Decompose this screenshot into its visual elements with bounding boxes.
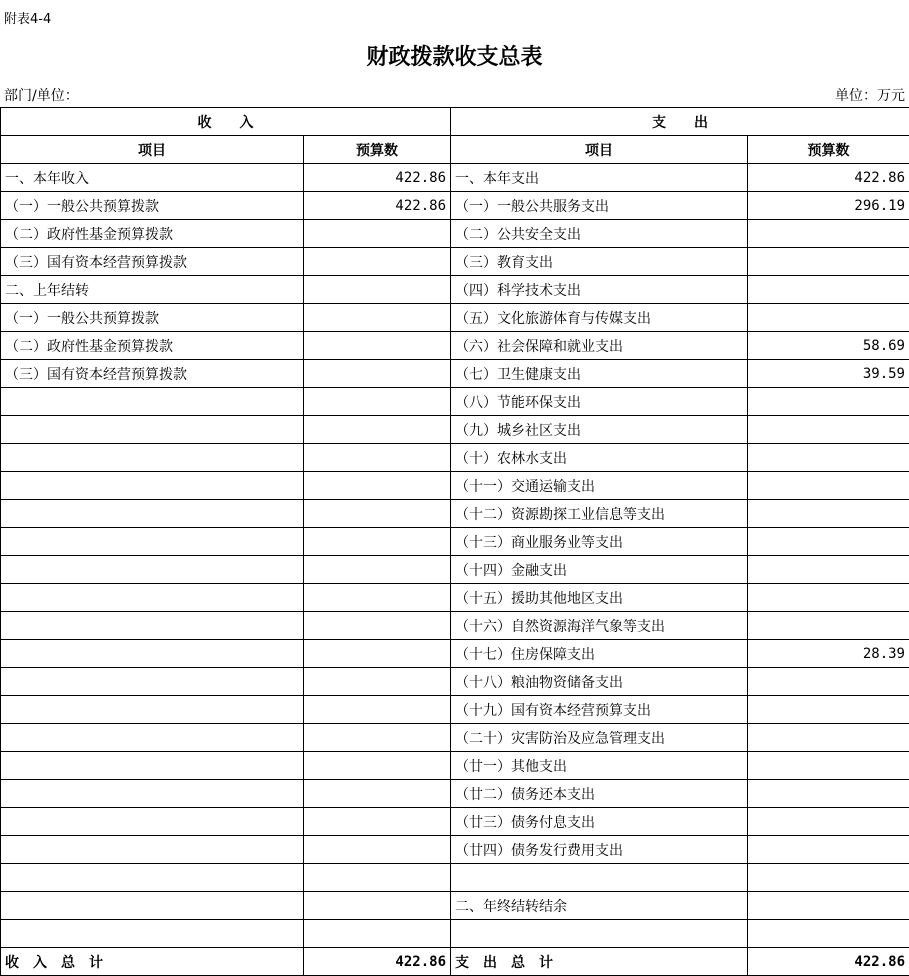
budget-table xyxy=(0,107,909,976)
expense-amount-cell xyxy=(748,500,909,528)
income-amount-cell xyxy=(304,836,451,864)
income-item-cell xyxy=(1,472,304,500)
expense-item-cell: （廿二）债务还本支出 xyxy=(451,780,748,808)
income-item-cell xyxy=(1,864,304,892)
table-row xyxy=(1,584,909,612)
expense-amount-cell: 422.86 xyxy=(748,164,909,192)
table-row xyxy=(1,920,909,948)
table-row xyxy=(1,892,909,920)
income-amount-cell xyxy=(304,472,451,500)
income-item-cell xyxy=(1,612,304,640)
income-item-cell xyxy=(1,696,304,724)
table-row xyxy=(1,864,909,892)
expense-amount-cell xyxy=(748,388,909,416)
expense-item-header: 项目 xyxy=(451,136,748,164)
income-amount-cell xyxy=(304,304,451,332)
expense-total-amount: 422.86 xyxy=(748,948,909,976)
expense-amount-cell xyxy=(748,892,909,920)
expense-item-cell: （廿四）债务发行费用支出 xyxy=(451,836,748,864)
income-item-cell xyxy=(1,416,304,444)
expense-amount-cell xyxy=(748,864,909,892)
expense-budget-header: 预算数 xyxy=(748,136,909,164)
expense-item-cell: （四）科学技术支出 xyxy=(451,276,748,304)
income-amount-cell: 422.86 xyxy=(304,164,451,192)
income-item-cell: （一）一般公共预算拨款 xyxy=(1,304,304,332)
expense-amount-cell xyxy=(748,304,909,332)
expense-item-cell: （廿三）债务付息支出 xyxy=(451,808,748,836)
income-section-header: 收 入 xyxy=(1,108,451,136)
expense-item-cell: （十四）金融支出 xyxy=(451,556,748,584)
income-item-cell: （一）一般公共预算拨款 xyxy=(1,192,304,220)
income-amount-cell xyxy=(304,668,451,696)
income-item-cell: 一、本年收入 xyxy=(1,164,304,192)
income-amount-cell xyxy=(304,808,451,836)
income-item-cell xyxy=(1,500,304,528)
expense-amount-cell xyxy=(748,696,909,724)
expense-amount-cell xyxy=(748,528,909,556)
table-row xyxy=(1,752,909,780)
income-amount-cell xyxy=(304,388,451,416)
income-amount-cell xyxy=(304,220,451,248)
expense-item-cell: （十九）国有资本经营预算支出 xyxy=(451,696,748,724)
income-amount-cell xyxy=(304,276,451,304)
income-amount-cell xyxy=(304,864,451,892)
income-amount-cell xyxy=(304,556,451,584)
expense-item-cell: （三）教育支出 xyxy=(451,248,748,276)
income-amount-cell xyxy=(304,584,451,612)
table-row xyxy=(1,528,909,556)
table-row xyxy=(1,248,909,276)
expense-total-label: 支 出 总 计 xyxy=(451,948,748,976)
income-item-cell xyxy=(1,724,304,752)
expense-amount-cell xyxy=(748,780,909,808)
expense-item-cell: （十二）资源勘探工业信息等支出 xyxy=(451,500,748,528)
income-amount-cell xyxy=(304,360,451,388)
table-row xyxy=(1,164,909,192)
income-amount-cell: 422.86 xyxy=(304,192,451,220)
expense-item-cell: （五）文化旅游体育与传媒支出 xyxy=(451,304,748,332)
expense-amount-cell: 28.39 xyxy=(748,640,909,668)
expense-item-cell: （十一）交通运输支出 xyxy=(451,472,748,500)
table-row xyxy=(1,696,909,724)
income-item-cell xyxy=(1,668,304,696)
income-item-cell xyxy=(1,892,304,920)
expense-section-header: 支 出 xyxy=(451,108,909,136)
expense-item-cell: 一、本年支出 xyxy=(451,164,748,192)
table-row xyxy=(1,724,909,752)
table-row xyxy=(1,220,909,248)
expense-item-cell: （十五）援助其他地区支出 xyxy=(451,584,748,612)
income-item-cell: （二）政府性基金预算拨款 xyxy=(1,332,304,360)
income-amount-cell xyxy=(304,640,451,668)
income-item-header: 项目 xyxy=(1,136,304,164)
table-row xyxy=(1,640,909,668)
table-row xyxy=(1,276,909,304)
expense-amount-cell xyxy=(748,724,909,752)
expense-amount-cell xyxy=(748,808,909,836)
attachment-label: 附表4-4 xyxy=(4,8,51,27)
income-amount-cell xyxy=(304,892,451,920)
income-amount-cell xyxy=(304,724,451,752)
table-row xyxy=(1,472,909,500)
income-item-cell xyxy=(1,780,304,808)
expense-amount-cell: 58.69 xyxy=(748,332,909,360)
table-row xyxy=(1,780,909,808)
expense-amount-cell xyxy=(748,444,909,472)
table-row xyxy=(1,500,909,528)
income-item-cell xyxy=(1,836,304,864)
expense-item-cell: （七）卫生健康支出 xyxy=(451,360,748,388)
page-title: 财政拨款收支总表 xyxy=(0,40,909,71)
expense-item-cell: （二十）灾害防治及应急管理支出 xyxy=(451,724,748,752)
expense-item-cell: （一）一般公共服务支出 xyxy=(451,192,748,220)
table-row xyxy=(1,332,909,360)
income-item-cell: （三）国有资本经营预算拨款 xyxy=(1,248,304,276)
table-row xyxy=(1,388,909,416)
totals-row xyxy=(1,948,909,976)
income-amount-cell xyxy=(304,332,451,360)
table-row xyxy=(1,668,909,696)
income-amount-cell xyxy=(304,752,451,780)
expense-amount-cell xyxy=(748,612,909,640)
income-budget-header: 预算数 xyxy=(304,136,451,164)
income-total-label: 收 入 总 计 xyxy=(1,948,304,976)
table-row xyxy=(1,836,909,864)
table-row xyxy=(1,556,909,584)
income-item-cell xyxy=(1,752,304,780)
income-amount-cell xyxy=(304,416,451,444)
expense-item-cell: （九）城乡社区支出 xyxy=(451,416,748,444)
column-header-row xyxy=(1,136,909,164)
table-row xyxy=(1,360,909,388)
expense-amount-cell xyxy=(748,472,909,500)
income-item-cell: （三）国有资本经营预算拨款 xyxy=(1,360,304,388)
expense-item-cell: （十七）住房保障支出 xyxy=(451,640,748,668)
income-item-cell xyxy=(1,528,304,556)
table-row xyxy=(1,304,909,332)
expense-amount-cell xyxy=(748,920,909,948)
income-amount-cell xyxy=(304,612,451,640)
expense-item-cell: （十六）自然资源海洋气象等支出 xyxy=(451,612,748,640)
expense-item-cell: （八）节能环保支出 xyxy=(451,388,748,416)
expense-item-cell xyxy=(451,864,748,892)
income-item-cell xyxy=(1,920,304,948)
table-row xyxy=(1,612,909,640)
income-amount-cell xyxy=(304,780,451,808)
income-item-cell: 二、上年结转 xyxy=(1,276,304,304)
expense-amount-cell: 296.19 xyxy=(748,192,909,220)
expense-amount-cell xyxy=(748,584,909,612)
income-amount-cell xyxy=(304,696,451,724)
expense-item-cell: （廿一）其他支出 xyxy=(451,752,748,780)
expense-item-cell: （十八）粮油物资储备支出 xyxy=(451,668,748,696)
expense-item-cell: 二、年终结转结余 xyxy=(451,892,748,920)
income-total-amount: 422.86 xyxy=(304,948,451,976)
expense-amount-cell xyxy=(748,556,909,584)
income-item-cell xyxy=(1,556,304,584)
income-item-cell xyxy=(1,388,304,416)
expense-amount-cell xyxy=(748,220,909,248)
income-amount-cell xyxy=(304,920,451,948)
income-amount-cell xyxy=(304,500,451,528)
income-item-cell xyxy=(1,808,304,836)
expense-item-cell: （二）公共安全支出 xyxy=(451,220,748,248)
income-item-cell: （二）政府性基金预算拨款 xyxy=(1,220,304,248)
income-item-cell xyxy=(1,640,304,668)
table-row xyxy=(1,192,909,220)
income-item-cell xyxy=(1,584,304,612)
table-row xyxy=(1,444,909,472)
expense-amount-cell xyxy=(748,752,909,780)
section-header-row xyxy=(1,108,909,136)
unit-label: 单位：万元 xyxy=(835,85,905,105)
income-amount-cell xyxy=(304,248,451,276)
income-amount-cell xyxy=(304,444,451,472)
expense-amount-cell xyxy=(748,668,909,696)
table-row xyxy=(1,808,909,836)
table-row xyxy=(1,416,909,444)
expense-amount-cell xyxy=(748,416,909,444)
expense-amount-cell xyxy=(748,276,909,304)
expense-item-cell: （六）社会保障和就业支出 xyxy=(451,332,748,360)
expense-amount-cell xyxy=(748,248,909,276)
department-label: 部门/单位： xyxy=(4,85,79,105)
income-item-cell xyxy=(1,444,304,472)
income-amount-cell xyxy=(304,528,451,556)
expense-item-cell xyxy=(451,920,748,948)
expense-amount-cell: 39.59 xyxy=(748,360,909,388)
expense-amount-cell xyxy=(748,836,909,864)
expense-item-cell: （十）农林水支出 xyxy=(451,444,748,472)
expense-item-cell: （十三）商业服务业等支出 xyxy=(451,528,748,556)
